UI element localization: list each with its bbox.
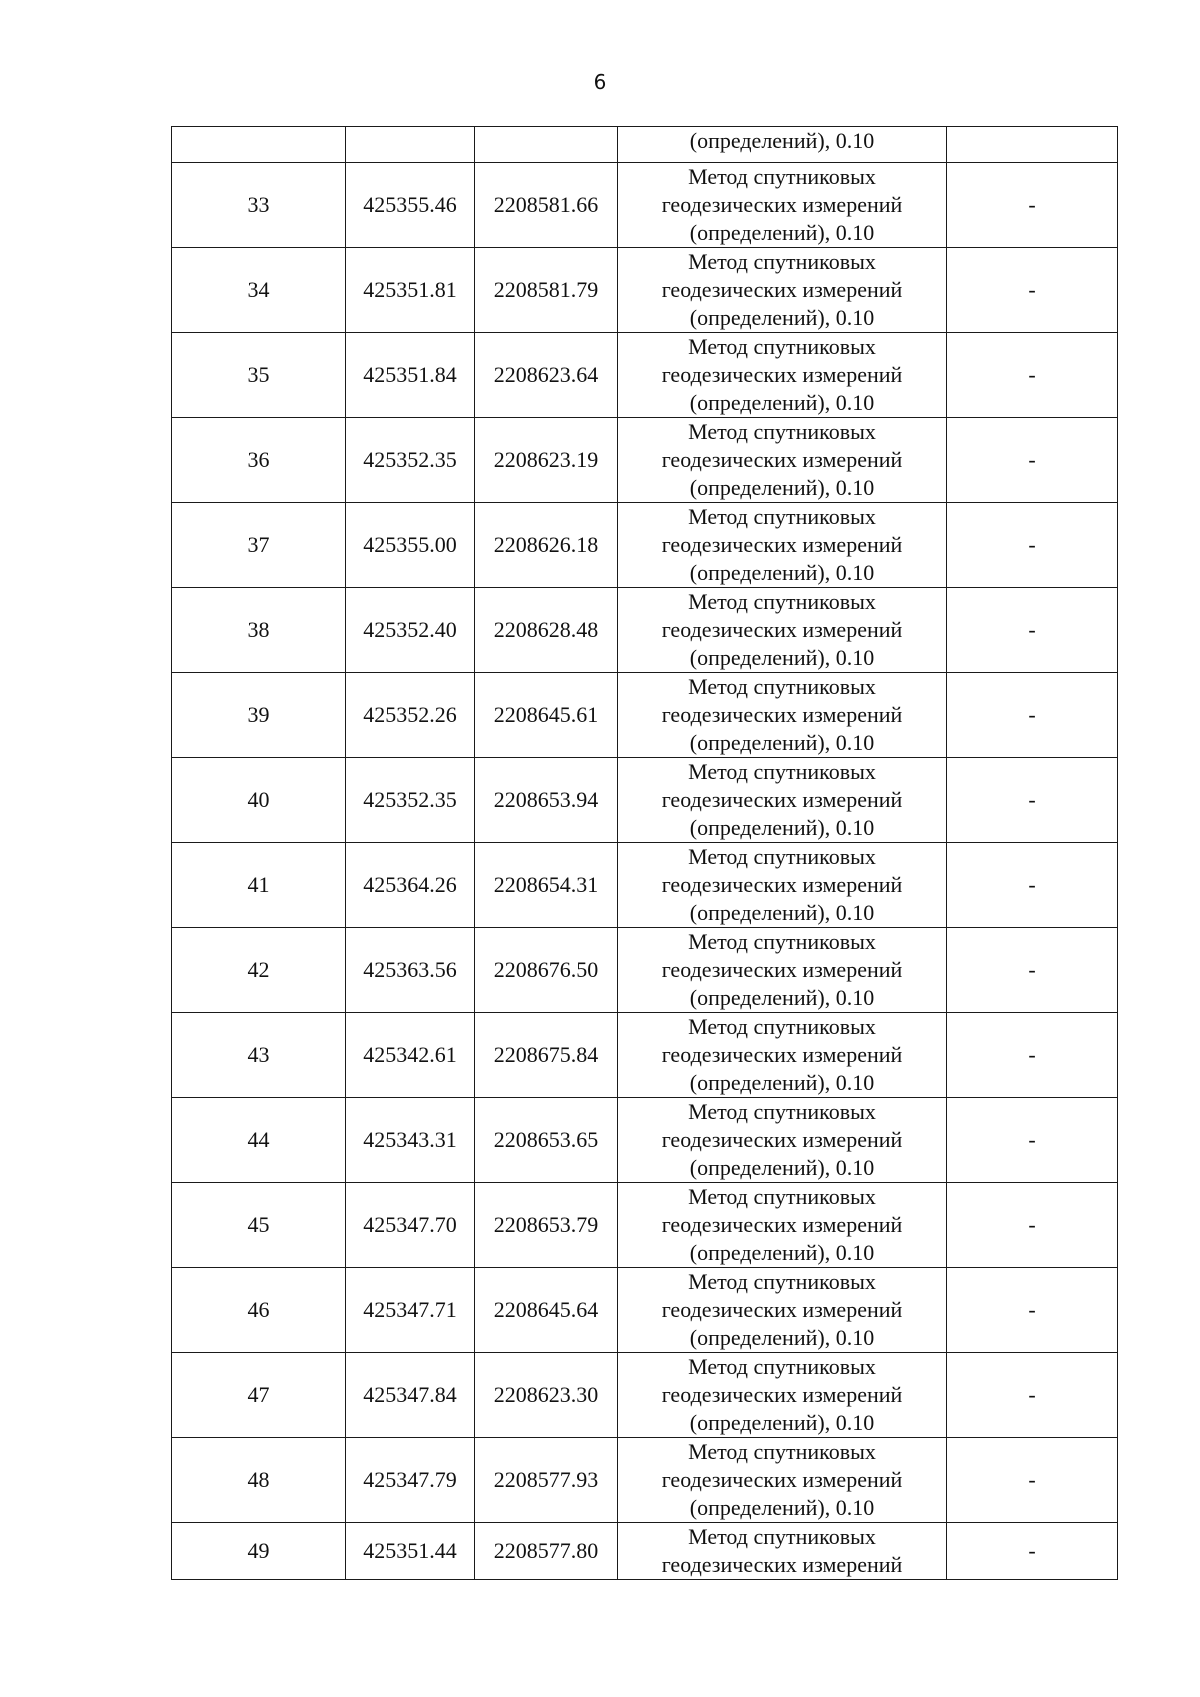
description-cell: - [947,1098,1118,1183]
description-cell: - [947,758,1118,843]
description-cell: - [947,418,1118,503]
x-coordinate-cell: 425355.46 [346,163,475,248]
point-number-cell [172,127,346,163]
method-cell [618,1353,947,1438]
x-coordinate-cell: 425347.79 [346,1438,475,1523]
coordinates-table-body [172,127,1118,1580]
x-coordinate-cell: 425364.26 [346,843,475,928]
description-cell: - [947,1268,1118,1353]
point-number-cell: 37 [172,503,346,588]
point-number-cell: 36 [172,418,346,503]
method-cell [618,1438,947,1523]
table-row [172,1353,1118,1438]
description-cell: - [947,928,1118,1013]
method-cell [618,588,947,673]
point-number-cell: 35 [172,333,346,418]
method-text: Метод спутниковых геодезических измерений (определений), 0.10 [661,674,903,755]
y-coordinate-cell: 2208628.48 [475,588,618,673]
method-cell [618,673,947,758]
point-number-cell: 42 [172,928,346,1013]
x-coordinate-cell: 425363.56 [346,928,475,1013]
y-coordinate-cell [475,127,618,163]
description-cell: - [947,1438,1118,1523]
description-cell: - [947,673,1118,758]
method-cell [618,758,947,843]
method-text: Метод спутниковых геодезических измерений (определений), 0.10 [661,249,903,330]
point-number-cell: 46 [172,1268,346,1353]
method-text: Метод спутниковых геодезических измерений (определений), 0.10 [661,419,903,500]
y-coordinate-cell: 2208645.61 [475,673,618,758]
table-row [172,758,1118,843]
x-coordinate-cell: 425342.61 [346,1013,475,1098]
method-text: Метод спутниковых геодезических измерений (определений), 0.10 [661,1354,903,1435]
x-coordinate-cell: 425352.35 [346,758,475,843]
x-coordinate-cell: 425351.44 [346,1523,475,1580]
method-text: Метод спутниковых геодезических измерений (определений), 0.10 [661,1014,903,1095]
method-cell [618,503,947,588]
point-number-cell: 44 [172,1098,346,1183]
description-cell: - [947,1523,1118,1580]
method-text: Метод спутниковых геодезических измерений (определений), 0.10 [661,1439,903,1520]
description-cell: - [947,163,1118,248]
description-cell [947,127,1118,163]
table-row [172,1183,1118,1268]
description-cell: - [947,248,1118,333]
method-cell [618,333,947,418]
y-coordinate-cell: 2208653.79 [475,1183,618,1268]
table-row [172,588,1118,673]
y-coordinate-cell: 2208581.79 [475,248,618,333]
table-row [172,928,1118,1013]
method-cell [618,1523,947,1580]
point-number-cell: 43 [172,1013,346,1098]
point-number-cell: 48 [172,1438,346,1523]
method-text: Метод спутниковых геодезических измерений (определений), 0.10 [661,844,903,925]
method-text: (определений), 0.10 [689,128,875,153]
table-row [172,1098,1118,1183]
point-number-cell: 49 [172,1523,346,1580]
x-coordinate-cell: 425355.00 [346,503,475,588]
table-row [172,1438,1118,1523]
description-cell: - [947,1183,1118,1268]
table-row [172,673,1118,758]
table-row [172,1268,1118,1353]
y-coordinate-cell: 2208577.93 [475,1438,618,1523]
point-number-cell: 40 [172,758,346,843]
method-cell [618,1098,947,1183]
x-coordinate-cell: 425352.26 [346,673,475,758]
method-text: Метод спутниковых геодезических измерений (определений), 0.10 [661,759,903,840]
table-row [172,418,1118,503]
coordinates-table [171,126,1118,1580]
x-coordinate-cell: 425351.84 [346,333,475,418]
method-text: Метод спутниковых геодезических измерений (определений), 0.10 [661,1184,903,1265]
table-row [172,843,1118,928]
method-cell [618,163,947,248]
y-coordinate-cell: 2208653.94 [475,758,618,843]
point-number-cell: 38 [172,588,346,673]
point-number-cell: 47 [172,1353,346,1438]
point-number-cell: 41 [172,843,346,928]
method-cell [618,418,947,503]
y-coordinate-cell: 2208577.80 [475,1523,618,1580]
x-coordinate-cell: 425347.84 [346,1353,475,1438]
description-cell: - [947,1013,1118,1098]
point-number-cell: 34 [172,248,346,333]
table-row [172,248,1118,333]
method-cell [618,1268,947,1353]
y-coordinate-cell: 2208675.84 [475,1013,618,1098]
page-number: 6 [593,70,607,94]
y-coordinate-cell: 2208676.50 [475,928,618,1013]
description-cell: - [947,333,1118,418]
y-coordinate-cell: 2208645.64 [475,1268,618,1353]
method-text: Метод спутниковых геодезических измерений (определений), 0.10 [661,1269,903,1350]
x-coordinate-cell: 425352.40 [346,588,475,673]
method-cell [618,1013,947,1098]
table-row [172,1523,1118,1580]
y-coordinate-cell: 2208654.31 [475,843,618,928]
x-coordinate-cell [346,127,475,163]
method-cell [618,843,947,928]
method-cell [618,127,947,163]
x-coordinate-cell: 425347.70 [346,1183,475,1268]
method-text: Метод спутниковых геодезических измерений (определений), 0.10 [661,929,903,1010]
y-coordinate-cell: 2208581.66 [475,163,618,248]
table-row [172,163,1118,248]
point-number-cell: 45 [172,1183,346,1268]
x-coordinate-cell: 425343.31 [346,1098,475,1183]
y-coordinate-cell: 2208623.64 [475,333,618,418]
method-text: Метод спутниковых геодезических измерений (определений), 0.10 [661,334,903,415]
table-row [172,333,1118,418]
method-text: Метод спутниковых геодезических измерений [661,1524,903,1577]
x-coordinate-cell: 425352.35 [346,418,475,503]
point-number-cell: 39 [172,673,346,758]
description-cell: - [947,503,1118,588]
description-cell: - [947,843,1118,928]
table-row [172,1013,1118,1098]
continuation-row [172,127,1118,163]
table-row [172,503,1118,588]
x-coordinate-cell: 425347.71 [346,1268,475,1353]
method-cell [618,1183,947,1268]
point-number-cell: 33 [172,163,346,248]
x-coordinate-cell: 425351.81 [346,248,475,333]
y-coordinate-cell: 2208653.65 [475,1098,618,1183]
method-text: Метод спутниковых геодезических измерений (определений), 0.10 [661,504,903,585]
method-text: Метод спутниковых геодезических измерений (определений), 0.10 [661,164,903,245]
method-cell [618,928,947,1013]
y-coordinate-cell: 2208626.18 [475,503,618,588]
method-cell [618,248,947,333]
description-cell: - [947,1353,1118,1438]
method-text: Метод спутниковых геодезических измерений (определений), 0.10 [661,1099,903,1180]
method-text: Метод спутниковых геодезических измерений (определений), 0.10 [661,589,903,670]
y-coordinate-cell: 2208623.30 [475,1353,618,1438]
y-coordinate-cell: 2208623.19 [475,418,618,503]
description-cell: - [947,588,1118,673]
